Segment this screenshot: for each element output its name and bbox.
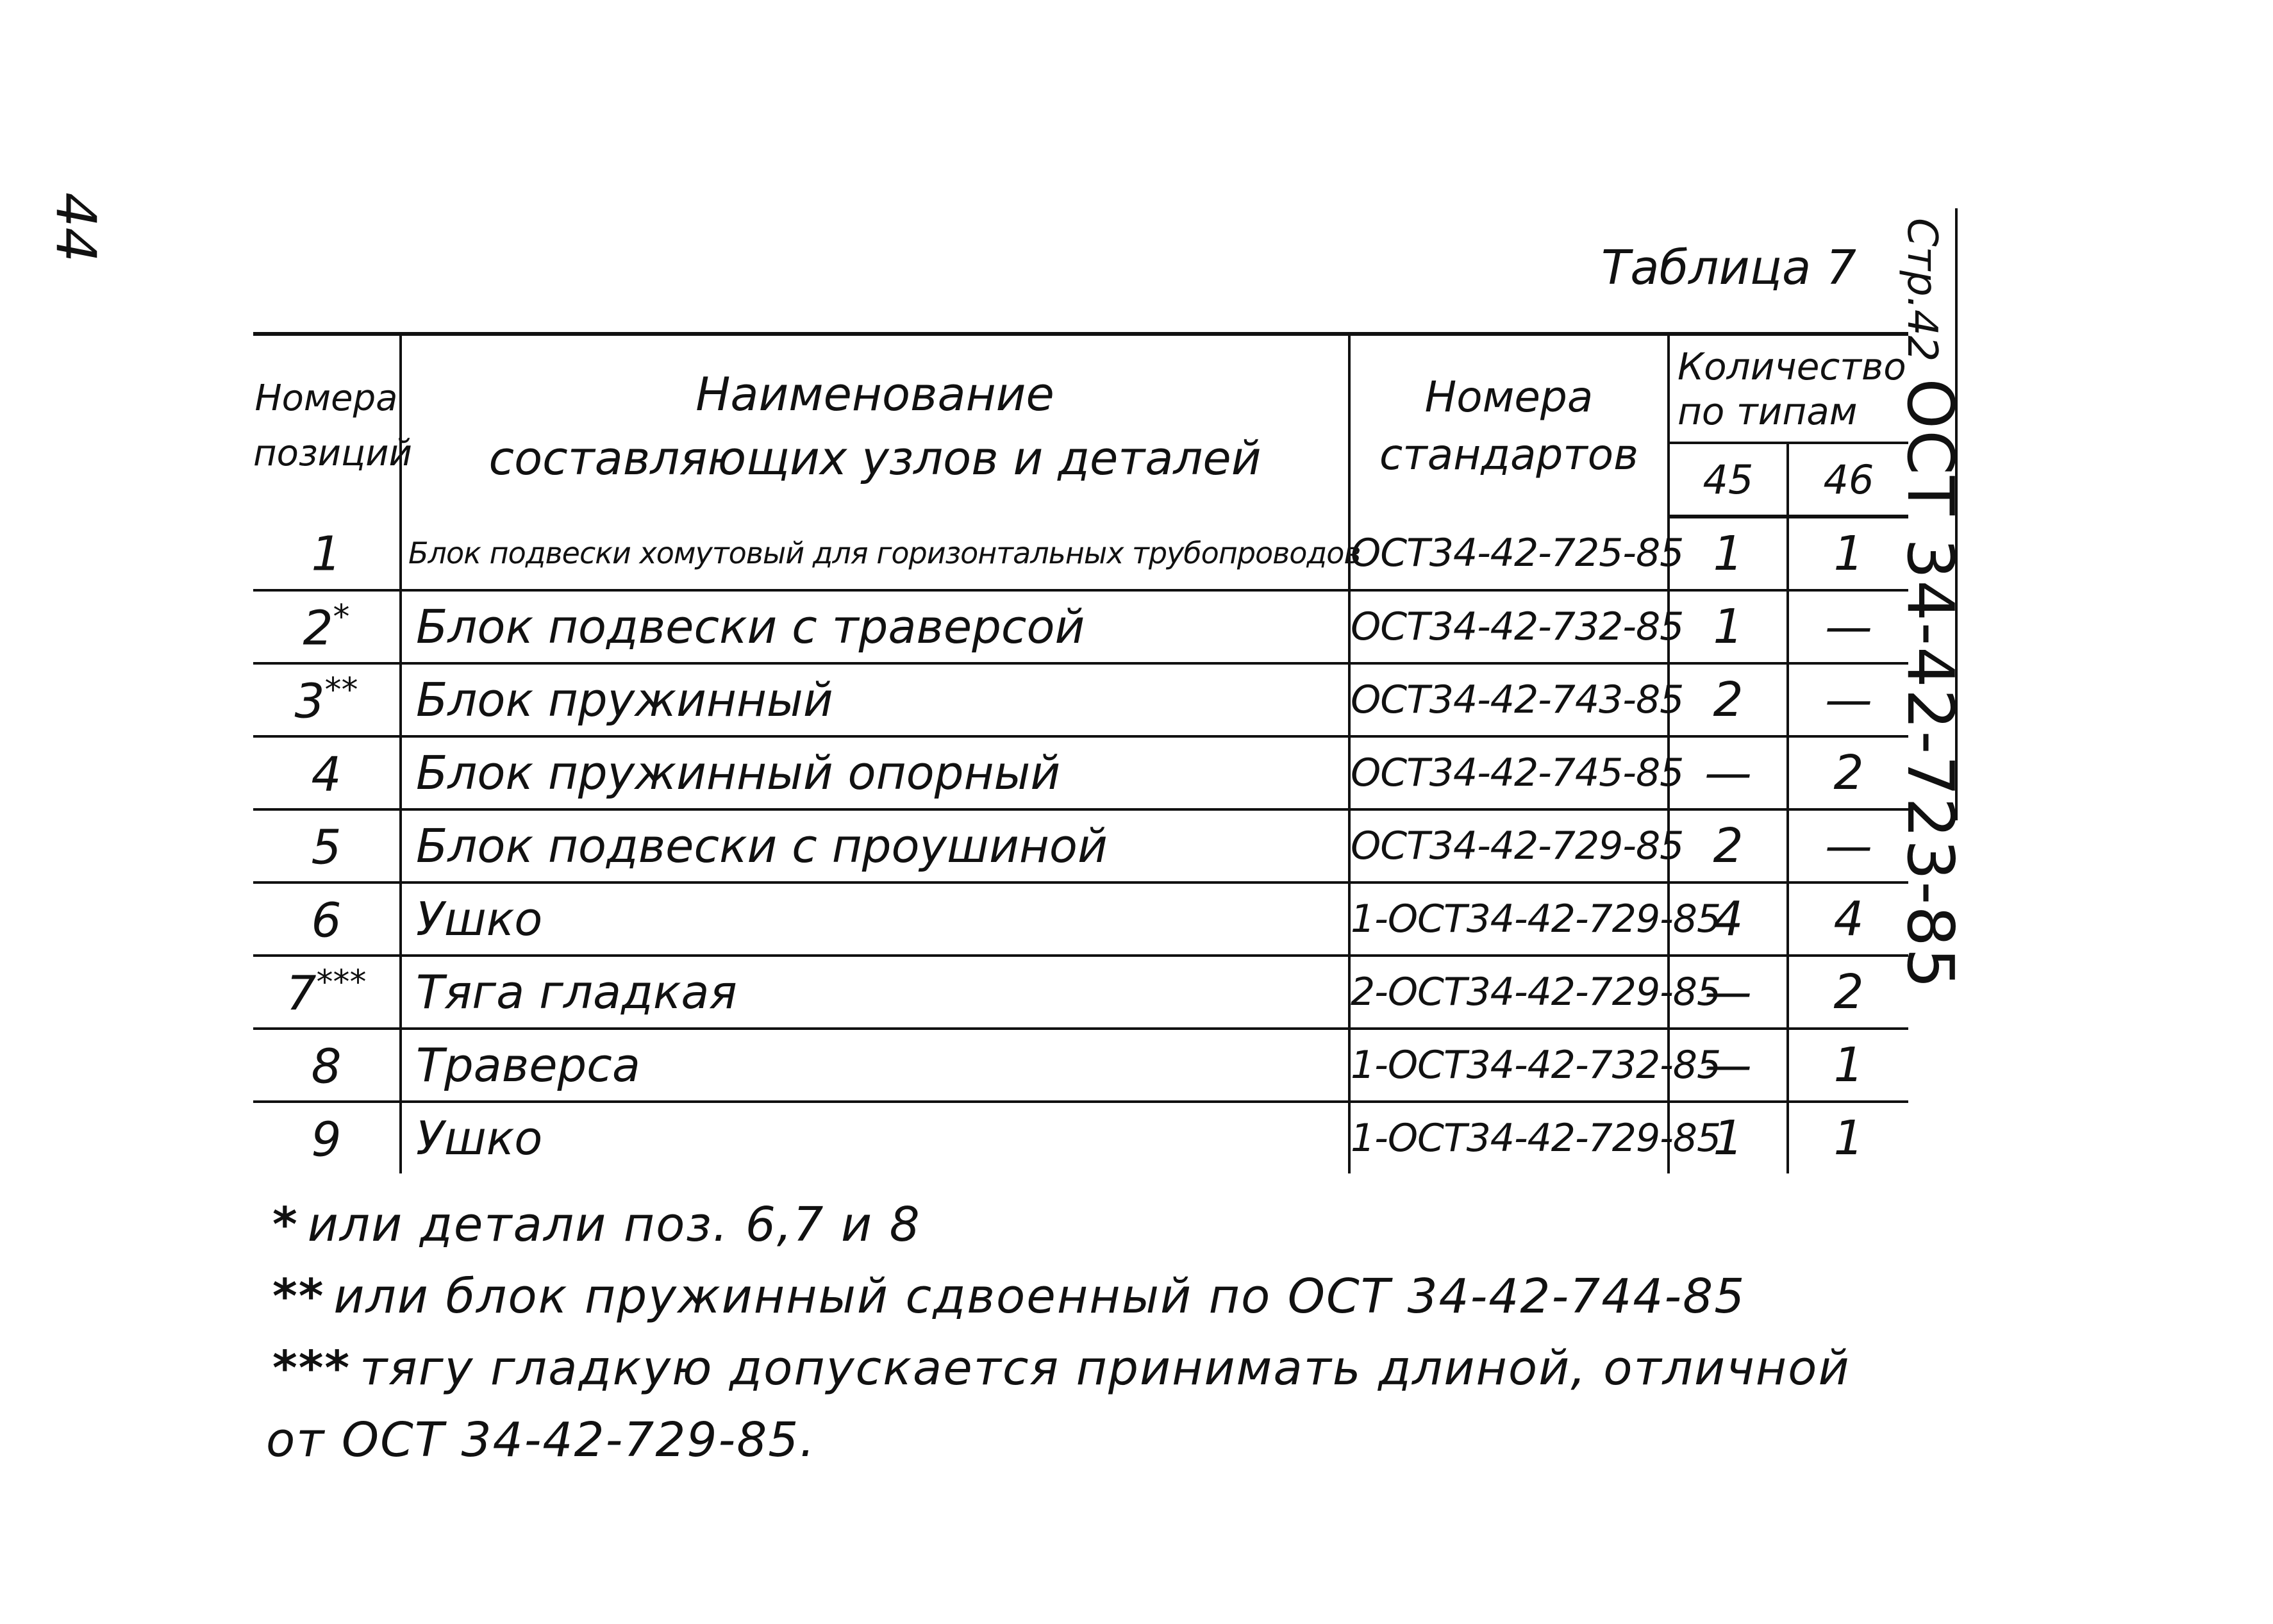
table-row xyxy=(253,517,1908,590)
table-row xyxy=(253,809,1908,882)
header-quantity xyxy=(1669,334,1908,443)
footnote xyxy=(272,1261,1811,1332)
cell-standard: ОСТ34-42-729-85 xyxy=(1349,809,1669,882)
header-quantity-line2: по типам xyxy=(1678,389,1858,433)
cell-qty-45: 1 xyxy=(1669,517,1788,590)
cell-name: Блок подвески с проушиной xyxy=(401,809,1349,882)
cell-qty-45: 1 xyxy=(1669,590,1788,663)
cell-position xyxy=(253,882,401,956)
cell-name: Тяга гладкая xyxy=(401,956,1349,1029)
cell-standard: ОСТ34-42-745-85 xyxy=(1349,736,1669,809)
header-name-line2: составляющих узлов и деталей xyxy=(488,431,1261,485)
cell-position xyxy=(253,517,401,590)
cell-qty-45: 4 xyxy=(1669,882,1788,956)
header-type-46: 46 xyxy=(1788,443,1908,517)
cell-qty-45: — xyxy=(1669,736,1788,809)
cell-qty-45: 2 xyxy=(1669,809,1788,882)
cell-qty-46: 2 xyxy=(1788,956,1908,1029)
table-row xyxy=(253,736,1908,809)
table-row xyxy=(253,956,1908,1029)
cell-qty-46: 1 xyxy=(1788,517,1908,590)
header-quantity-line1: Количество xyxy=(1678,344,1906,388)
table-row xyxy=(253,1029,1908,1102)
table-caption: Таблица 7 xyxy=(1601,240,1856,295)
position-number: 5 xyxy=(311,820,342,875)
cell-qty-46: 1 xyxy=(1788,1029,1908,1102)
cell-position xyxy=(253,590,401,663)
cell-qty-45: 1 xyxy=(1669,1102,1788,1173)
cell-name: Блок подвески хомутовый для горизонтальных трубопроводов xyxy=(401,517,1349,590)
footnote xyxy=(272,1332,1851,1404)
table-row xyxy=(253,590,1908,663)
cell-qty-46: 2 xyxy=(1788,736,1908,809)
header-position xyxy=(253,334,412,517)
footnote-mark: ** xyxy=(272,1269,325,1324)
cell-standard: 2-ОСТ34-42-729-85 xyxy=(1349,956,1669,1029)
position-number: 4 xyxy=(311,747,342,802)
position-number: 3 xyxy=(294,674,325,729)
footnotes xyxy=(266,1189,1851,1476)
header-name-line1: Наименование xyxy=(695,367,1054,421)
header-standard-line1: Номера xyxy=(1424,372,1594,422)
footnote xyxy=(272,1189,1811,1261)
document-code: ОСТ 34-42-723-85 xyxy=(1893,378,1968,990)
position-number: 1 xyxy=(311,526,342,582)
header-standard-line2: стандартов xyxy=(1379,430,1639,479)
table-row xyxy=(253,882,1908,956)
cell-standard: ОСТ34-42-732-85 xyxy=(1349,590,1669,663)
table-row xyxy=(253,663,1908,736)
cell-qty-45: 2 xyxy=(1669,663,1788,736)
position-number: 7 xyxy=(286,966,317,1022)
cell-qty-46: — xyxy=(1788,663,1908,736)
cell-position xyxy=(253,956,401,1029)
cell-position xyxy=(253,1102,401,1173)
cell-qty-46: 4 xyxy=(1788,882,1908,956)
cell-position xyxy=(253,809,401,882)
cell-position xyxy=(253,1029,401,1102)
table-header-row xyxy=(253,334,1908,443)
position-number: 9 xyxy=(311,1112,342,1168)
cell-position xyxy=(253,663,401,736)
header-type-45: 45 xyxy=(1669,443,1788,517)
footnote-text: тягу гладкую допускается принимать длиной, отличной xyxy=(360,1341,1851,1396)
footnote-mark: ** xyxy=(324,670,358,709)
cell-qty-45: — xyxy=(1669,1029,1788,1102)
cell-name: Ушко xyxy=(401,882,1349,956)
cell-qty-46: 1 xyxy=(1788,1102,1908,1173)
cell-name: Блок пружинный опорный xyxy=(401,736,1349,809)
footnote-mark: * xyxy=(272,1197,299,1252)
cell-name: Траверса xyxy=(401,1029,1349,1102)
cell-standard: 1-ОСТ34-42-729-85 xyxy=(1349,1102,1669,1173)
cell-position xyxy=(253,736,401,809)
table-row xyxy=(253,1102,1908,1173)
cell-standard: ОСТ34-42-725-85 xyxy=(1349,517,1669,590)
cell-name: Ушко xyxy=(401,1102,1349,1173)
header-position-line2: позиций xyxy=(253,433,412,474)
position-number: 6 xyxy=(311,893,342,949)
header-position-line1: Номера xyxy=(254,377,398,419)
header-name xyxy=(401,334,1349,517)
cell-qty-46: — xyxy=(1788,809,1908,882)
header-standard xyxy=(1349,334,1669,517)
footnote-mark: *** xyxy=(272,1341,351,1396)
cell-qty-46: — xyxy=(1788,590,1908,663)
footnote-text: или блок пружинный сдвоенный по ОСТ 34-42-744-85 xyxy=(333,1269,1746,1324)
footnote-mark: *** xyxy=(316,963,367,1002)
cell-name: Блок пружинный xyxy=(401,663,1349,736)
cell-name: Блок подвески с траверсой xyxy=(401,590,1349,663)
position-number: 8 xyxy=(311,1039,342,1095)
footnote-mark: * xyxy=(333,597,350,636)
position-number: 2 xyxy=(303,601,333,656)
cell-standard: ОСТ34-42-743-85 xyxy=(1349,663,1669,736)
footnote-text: или детали поз. 6,7 и 8 xyxy=(307,1197,921,1252)
page-number: 44 xyxy=(44,192,108,263)
cell-qty-45: — xyxy=(1669,956,1788,1029)
cell-standard: 1-ОСТ34-42-729-85 xyxy=(1349,882,1669,956)
sheet-label: Стр.42 xyxy=(1898,218,1945,362)
footnote-continuation: от ОСТ 34-42-729-85. xyxy=(266,1413,816,1468)
specification-table xyxy=(253,332,1908,1173)
cell-standard: 1-ОСТ34-42-732-85 xyxy=(1349,1029,1669,1102)
